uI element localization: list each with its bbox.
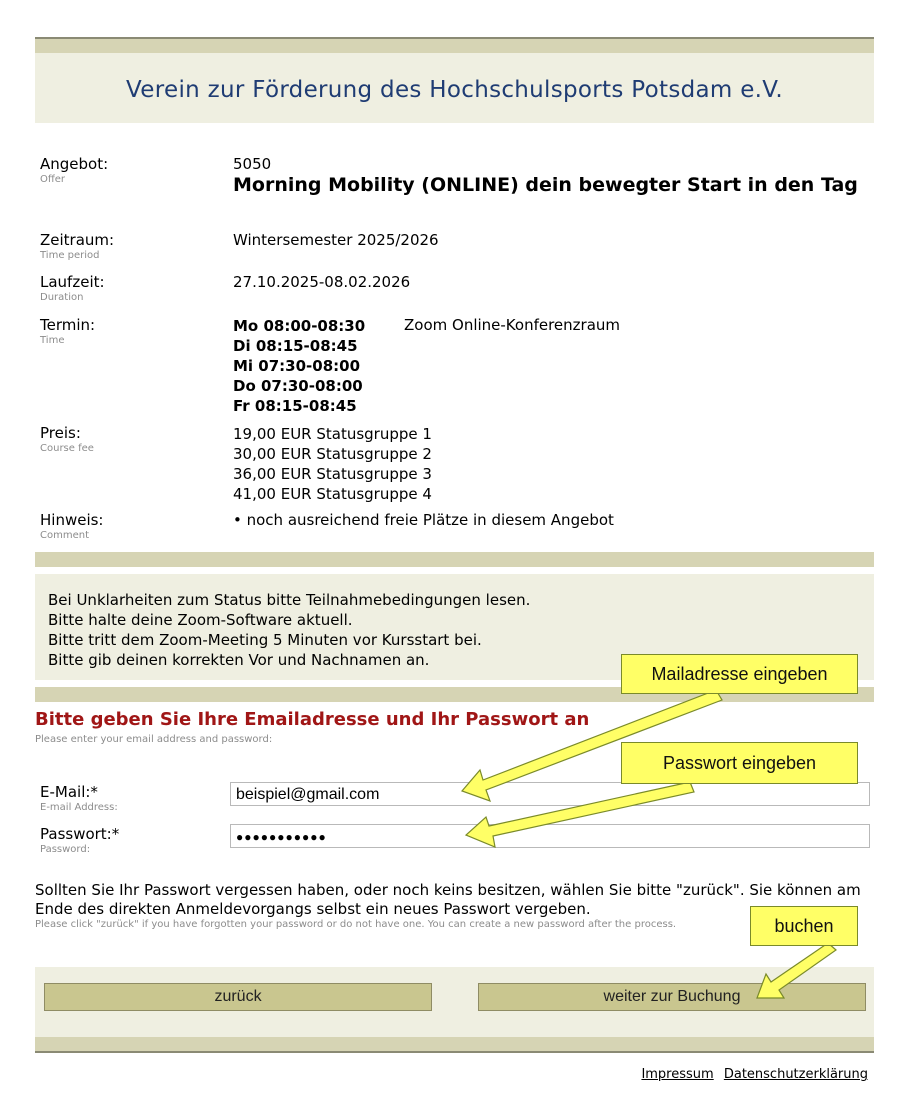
email-label: E-Mail:* — [40, 783, 98, 801]
password-label: Passwort:* — [40, 825, 120, 843]
duration-sublabel: Duration — [40, 292, 84, 303]
offer-title: Morning Mobility (ONLINE) dein bewegter Start in den Tag — [233, 174, 858, 196]
comment-label: Hinweis: — [40, 511, 104, 529]
price-line: 36,00 EUR Statusgruppe 3 — [233, 465, 432, 483]
email-field[interactable]: beispiel@gmail.com — [230, 782, 870, 806]
period-sublabel: Time period — [40, 250, 100, 261]
price-label: Preis: — [40, 424, 81, 442]
period-value: Wintersemester 2025/2026 — [233, 231, 439, 249]
period-label: Zeitraum: — [40, 231, 115, 249]
password-sublabel: Password: — [40, 844, 91, 855]
time-slot: Mi 07:30-08:00 — [233, 357, 361, 375]
time-slot: Do 07:30-08:00 — [233, 377, 363, 395]
site-title: Verein zur Förderung des Hochschulsports Potsdam e.V. — [126, 77, 783, 103]
comment-sublabel: Comment — [40, 530, 89, 541]
time-slot: Mo 08:00-08:30 — [233, 317, 366, 335]
offer-code: 5050 — [233, 155, 272, 173]
password-field[interactable]: ●●●●●●●●●●● — [230, 824, 870, 848]
impressum-link[interactable]: Impressum — [641, 1067, 714, 1082]
duration-value: 27.10.2025-08.02.2026 — [233, 273, 411, 291]
arrow-password — [466, 782, 694, 847]
comment-value: • noch ausreichend freie Plätze in diesem Angebot — [233, 511, 614, 529]
time-slot: Fr 08:15-08:45 — [233, 397, 357, 415]
price-line: 30,00 EUR Statusgruppe 2 — [233, 445, 432, 463]
price-line: 41,00 EUR Statusgruppe 4 — [233, 485, 432, 503]
time-label: Termin: — [40, 316, 96, 334]
duration-label: Laufzeit: — [40, 273, 105, 291]
arrow-book — [757, 943, 836, 998]
note-line: Bei Unklarheiten zum Status bitte Teilnahmebedingungen lesen. — [48, 591, 531, 609]
callout-mail: Mailadresse eingeben — [621, 654, 858, 694]
price-line: 19,00 EUR Statusgruppe 1 — [233, 425, 432, 443]
forgot-password-text: Sollten Sie Ihr Passwort vergessen haben, oder noch keins besitzen, wählen Sie bitte "zurück". Sie können am Ende des direkten Anmeldevorgangs selbst ein neues Passwort vergeben. — [35, 881, 861, 918]
price-sublabel: Course fee — [40, 443, 94, 454]
offer-label: Angebot: — [40, 155, 109, 173]
note-line: Bitte tritt dem Zoom-Meeting 5 Minuten vor Kursstart bei. — [48, 631, 482, 649]
callout-book: buchen — [750, 906, 858, 946]
back-button[interactable]: zurück — [44, 983, 432, 1011]
time-sublabel: Time — [40, 335, 65, 346]
note-line: Bitte gib deinen korrekten Vor und Nachnamen an. — [48, 651, 430, 669]
forgot-password-subtext: Please click "zurück" if you have forgotten your password or do not have one. You can create a new password after the process. — [35, 919, 677, 930]
privacy-link[interactable]: Datenschutzerklärung — [723, 1067, 868, 1082]
time-location: Zoom Online-Konferenzraum — [404, 316, 621, 334]
login-heading: Bitte geben Sie Ihre Emailadresse und Ihr Passwort an — [35, 709, 590, 730]
time-slot: Di 08:15-08:45 — [233, 337, 358, 355]
continue-booking-button[interactable]: weiter zur Buchung — [478, 983, 866, 1011]
callout-password: Passwort eingeben — [621, 742, 858, 784]
note-line: Bitte halte deine Zoom-Software aktuell. — [48, 611, 353, 629]
login-subheading: Please enter your email address and password: — [35, 734, 273, 745]
offer-sublabel: Offer — [40, 174, 66, 185]
email-sublabel: E-mail Address: — [40, 802, 118, 813]
